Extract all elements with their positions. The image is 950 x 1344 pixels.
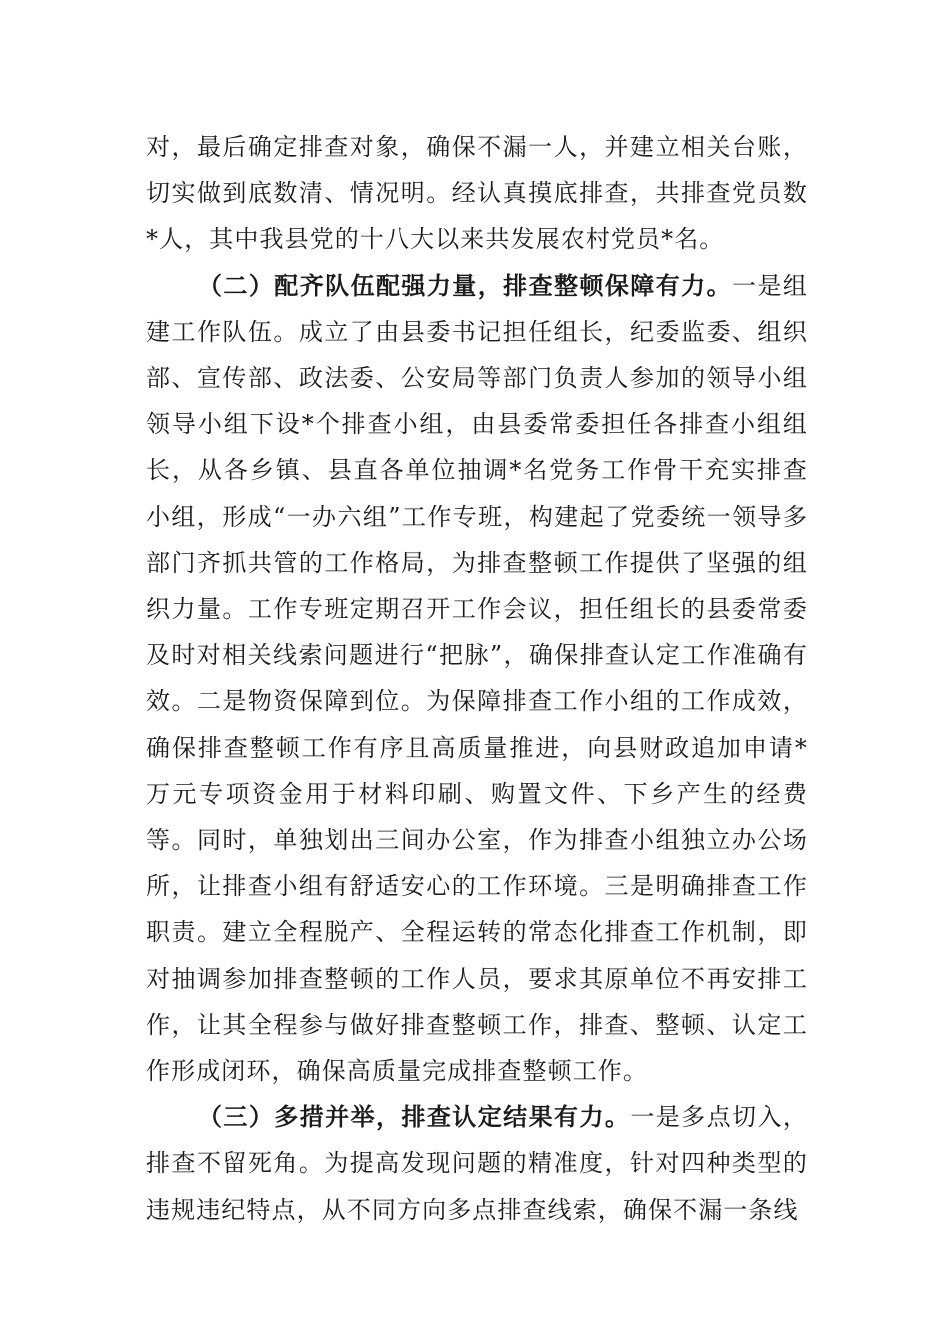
paragraph-2-text: 一是组建工作队伍。成立了由县委书记担任组长，纪委监委、组织部、宣传部、政法委、公安局等部门负责人参加的领导小组领导小组下设*个排查小组，由县委常委担任各排查小组组长，从各乡镇、县直各单位抽调*名党务工作骨干充实排查小组，形成“一办六组”工作专班，构建起了党委统一领导多部门齐抓共管的工作格局，为排查整顿工作提供了坚强的组织力量。工作专班定期召开工作会议，担任组长的县委常委及时对相关线索问题进行“把脉”，确保排查认定工作准确有效。二是物资保障到位。为保障排查工作小组的工作成效，确保排查整顿工作有序且高质量推进，向县财政追加申请*万元专项资金用于材料印刷、购置文件、下乡产生的经费等。同时，单独划出三间办公室，作为排查小组独立办公场所，让排查小组有舒适安心的工作环境。三是明确排查工作职责。建立全程脱产、全程运转的常态化排查工作机制，即对抽调参加排查整顿的工作人员，要求其原单位不再安排工作，让其全程参与做好排查整顿工作，排查、整顿、认定工作形成闭环，确保高质量完成排查整顿工作。 <box>146 271 808 1086</box>
paragraph-3-text: 一是多点切入，排查不留死角。为提高发现问题的精准度，针对四种类型的违规违纪特点，从不同方向多点排查线索，确保不漏一条线 <box>146 1103 808 1224</box>
document-body <box>146 124 808 1233</box>
paragraph-3 <box>146 1094 808 1233</box>
paragraph-2 <box>146 263 808 1095</box>
paragraph-3-heading: （三）多措并举，排查认定结果有力。 <box>198 1102 631 1132</box>
paragraph-1 <box>146 124 808 263</box>
paragraph-1-text: 对，最后确定排查对象，确保不漏一人，并建立相关台账，切实做到底数清、情况明。经认真摸底排查，共排查党员数*人，其中我县党的十八大以来共发展农村党员*名。 <box>146 133 808 254</box>
paragraph-2-heading: （二）配齐队伍配强力量，排查整顿保障有力。 <box>198 270 733 300</box>
